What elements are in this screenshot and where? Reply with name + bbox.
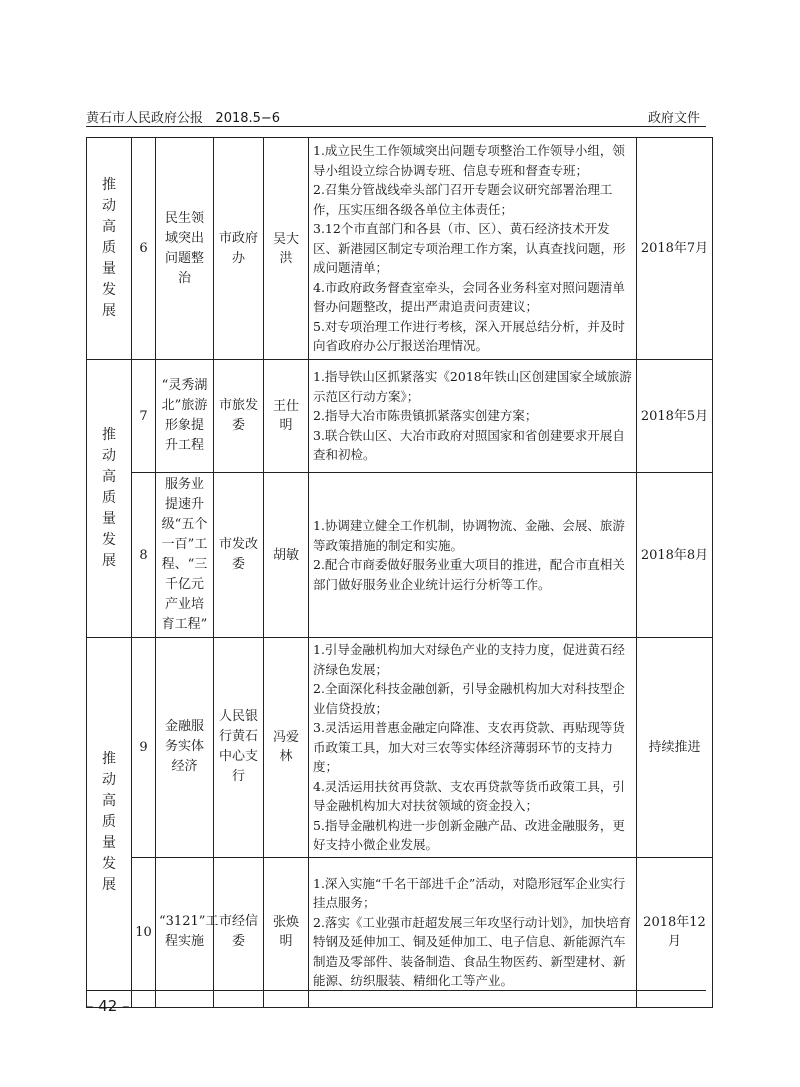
measure-item: 4.市政府政务督查室牵头，会同各业务科室对照问题清单督办问题整改，提出严肃追责问责建议；: [313, 279, 625, 315]
measure-item: 1.指导铁山区抓紧落实《2018年铁山区创建国家全域旅游示范区行动方案》；: [313, 369, 632, 404]
responsible-person: 胡敏: [264, 473, 309, 638]
row-number: 9: [132, 638, 156, 858]
table-row: [87, 360, 713, 473]
measure-item: 1.协调建立健全工作机制，协调物流、金融、会展、旅游等政策措施的制定和实施。: [313, 518, 625, 553]
measures-cell: [309, 638, 637, 858]
responsible-person: 王仕明: [264, 360, 309, 473]
lead-unit: 市发改委: [214, 473, 264, 638]
responsible-person: 吴大洪: [264, 138, 309, 360]
category-cell: [87, 138, 132, 360]
lead-unit: 人民银行黄石中心支行: [214, 638, 264, 858]
measure-item: 3.灵活运用普惠金融定向降准、支农再贷款、再贴现等货币政策工具，加大对三农等实体经济薄弱环节的支持力度；: [313, 720, 625, 774]
row-number: 10: [132, 857, 156, 1007]
task-name: 服务业提速升级“五个一百”工程、“三千亿元产业培育工程”: [156, 473, 214, 638]
row-number: 8: [132, 473, 156, 638]
table-row: [87, 473, 713, 638]
page-header: [86, 103, 706, 127]
footer-divider: [86, 990, 706, 991]
deadline: 2018年12月: [637, 857, 713, 1007]
measures-cell: [309, 473, 637, 638]
deadline: 2018年7月: [637, 138, 713, 360]
measures-cell: [309, 857, 637, 1007]
measure-item: 2.全面深化科技金融创新，引导金融机构加大对科技型企业信贷投放；: [313, 681, 625, 716]
deadline: 2018年5月: [637, 360, 713, 473]
responsible-person: 冯爱林: [264, 638, 309, 858]
category-cell: [87, 360, 132, 638]
measure-item: 4.灵活运用扶贫再贷款、支农再贷款等货币政策工具，引导金融机构加大对扶贫领域的资金投入；: [313, 778, 625, 813]
header-divider: [86, 126, 706, 127]
section-label: 政府文件: [647, 111, 700, 126]
deadline: 2018年8月: [637, 473, 713, 638]
measure-item: 1.深入实施“千名干部进千企”活动，对隐形冠军企业实行挂点服务；: [313, 875, 626, 910]
category-label: 推动高质量发展: [102, 750, 116, 893]
category-label: 推动高质量发展: [102, 177, 116, 319]
measure-item: 1.成立民生工作领域突出问题专项整治工作领导小组，领导小组设立综合协调专班、信息专班和督查专班；: [313, 143, 625, 178]
deadline: 持续推进: [637, 638, 713, 858]
responsible-person: 张焕明: [264, 857, 309, 1007]
table-row: [87, 857, 713, 1007]
measure-item: 3.联合铁山区、大冶市政府对照国家和省创建要求开展自查和初检。: [313, 427, 625, 463]
measures-cell: [309, 360, 637, 473]
row-number: 7: [132, 360, 156, 473]
measure-item: 2.召集分管战线牵头部门召开专题会议研究部署治理工作，压实压细各级各单位主体责任；: [313, 182, 613, 217]
page-number: – 42 –: [86, 997, 130, 1015]
measure-item: 5.对专项治理工作进行考核，深入开展总结分析，并及时向省政府办公厅报送治理情况。: [313, 318, 625, 354]
task-name: 民生领域突出问题整治: [156, 138, 214, 360]
category-cell: [87, 638, 132, 1008]
task-name: 金融服务实体经济: [156, 638, 214, 858]
publication-name: 黄石市人民政府公报: [86, 111, 204, 126]
table-row: [87, 138, 713, 360]
task-table: [86, 137, 713, 1008]
lead-unit: 市旅发委: [214, 360, 264, 473]
table-row: [87, 638, 713, 858]
measure-item: 2.落实《工业强市赶超发展三年攻坚行动计划》，加快培育特钢及延伸加工、铜及延伸加工、电子信息、新能源汽车制造及零部件、装备制造、食品生物医药、新型建材、新能源、纺织服装、精细化工等产业。: [313, 914, 632, 988]
task-name: “灵秀湖北”旅游形象提升工程: [156, 360, 214, 473]
measure-item: 3.12个市直部门和各县（市、区）、黄石经济技术开发区、新港园区制定专项治理工作方案，认真查找问题，形成问题清单；: [313, 221, 626, 276]
row-number: 6: [132, 138, 156, 360]
lead-unit: 市政府办: [214, 138, 264, 360]
task-name: “3121”工程实施: [156, 857, 214, 1007]
issue-number: 2018.5−6: [215, 111, 281, 126]
measures-cell: [309, 138, 637, 360]
measure-item: 5.指导金融机构进一步创新金融产品、改进金融服务，更好支持小微企业发展。: [313, 817, 625, 852]
measure-item: 1.引导金融机构加大对绿色产业的支持力度，促进黄石经济绿色发展；: [313, 642, 625, 677]
measure-item: 2.指导大冶市陈贵镇抓紧落实创建方案；: [313, 408, 538, 424]
category-label: 推动高质量发展: [102, 427, 116, 569]
publication-title: [86, 107, 280, 126]
lead-unit: 市经信委: [214, 857, 264, 1007]
measure-item: 2.配合市商委做好服务业重大项目的推进，配合市直相关部门做好服务业企业统计运行分析等工作。: [313, 557, 625, 592]
